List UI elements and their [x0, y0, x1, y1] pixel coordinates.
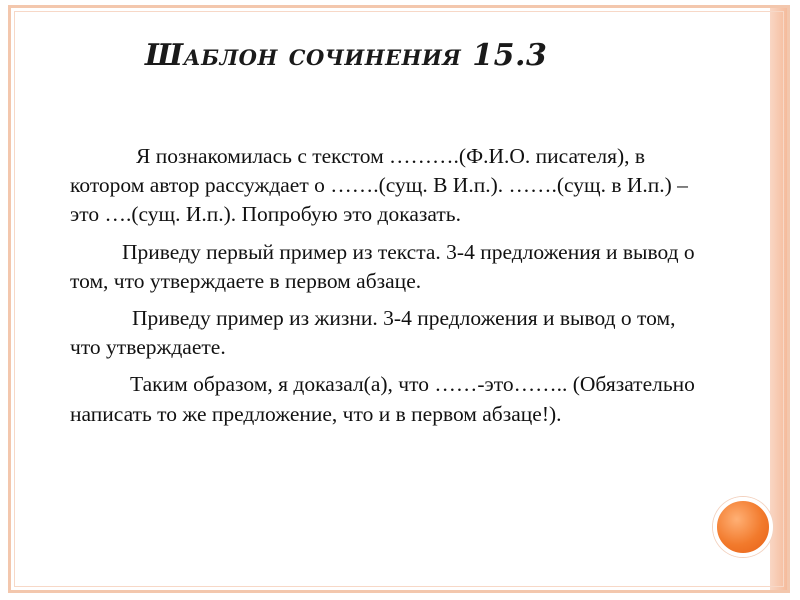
- template-body: [70, 142, 710, 437]
- paragraph-life-example: Приведу пример из жизни. 3-4 предложения и вывод о том, что утверждаете.: [70, 306, 676, 360]
- paragraph-conclusion: Таким образом, я доказал(а), что ……-это…….. (Обязательно написать то же предложение, что и в первом абзаце!).: [70, 372, 695, 426]
- paragraph-text-example: Приведу первый пример из текста. 3-4 предложения и вывод о том, что утверждаете в первом абзаце.: [70, 239, 695, 293]
- slide-title: Шаблон сочинения 15.3: [145, 38, 548, 73]
- paragraph-intro: Я познакомилась с текстом ……….(Ф.И.О. писателя), в котором автор рассуждает о …….(сущ. В И.п.). …….(сущ. в И.п.) – это ….(сущ. И.п.). Попробую это доказать.: [70, 144, 688, 227]
- orange-circle-accent: [713, 497, 773, 557]
